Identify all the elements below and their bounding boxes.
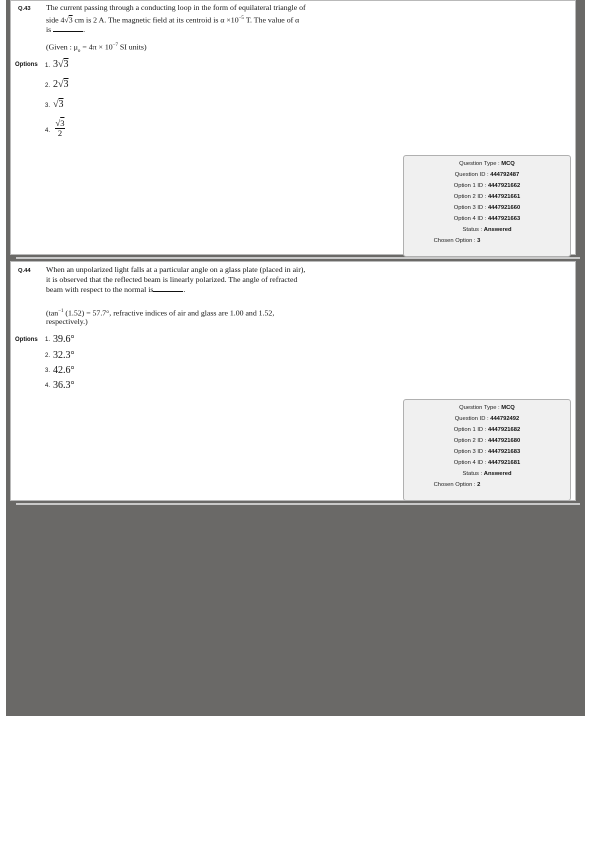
question-text-line-2: side 4√3 cm is 2 A. The magnetic field at its centroid is $\alpha \times 10^{-5}$ T. The value of α xyxy=(46,15,300,25)
option-4-value: 36.3° xyxy=(53,380,75,391)
info-question-type: Question Type : MCQ xyxy=(459,405,515,411)
option-3-number: 3. xyxy=(45,368,51,374)
info-question-id: Question ID : 444792492 xyxy=(454,416,520,422)
question-text-line-3: beam with respect to the normal is . xyxy=(46,285,186,294)
info-option-3-id: Option 3 ID : 4447921660 xyxy=(453,205,521,211)
option-4-value: √3 2 xyxy=(55,118,65,138)
option-3-value: 42.6° xyxy=(53,365,75,376)
options-label: Options xyxy=(15,62,38,68)
info-option-4-id: Option 4 ID : 4447921663 xyxy=(453,216,521,222)
question-panel-43 xyxy=(10,0,576,255)
info-option-2-id: Option 2 ID : 4447921661 xyxy=(453,194,521,200)
question-info-box xyxy=(403,155,571,257)
question-text-line-3: is . xyxy=(46,25,86,34)
question-info-box xyxy=(403,399,571,501)
info-status: Status : Answered xyxy=(462,227,512,233)
given-text-line-2: respectively.) xyxy=(46,317,88,326)
info-option-1-id: Option 1 ID : 4447921682 xyxy=(453,427,521,433)
options-label: Options xyxy=(15,337,38,343)
option-3-number: 3. xyxy=(45,103,51,109)
question-number: Q.43 xyxy=(18,6,31,12)
option-2-value: 2√3 xyxy=(53,79,69,90)
option-2-number: 2. xyxy=(45,83,51,89)
option-1-value: 3√3 xyxy=(53,59,69,70)
info-question-id: Question ID : 444792487 xyxy=(454,172,520,178)
info-option-1-id: Option 1 ID : 4447921662 xyxy=(453,183,521,189)
answer-blank xyxy=(153,291,183,292)
info-option-4-id: Option 4 ID : 4447921681 xyxy=(453,460,521,466)
question-panel-44 xyxy=(10,261,576,501)
option-1-value: 39.6° xyxy=(53,334,75,345)
option-3-value: √3 xyxy=(53,99,64,110)
option-2-value: 32.3° xyxy=(53,350,75,361)
question-text-line-1: When an unpolarized light falls at a particular angle on a glass plate (placed in air), xyxy=(46,265,306,274)
option-4-number: 4. xyxy=(45,128,51,134)
info-chosen-option: Chosen Option : 3 xyxy=(433,238,481,244)
divider xyxy=(16,503,580,505)
question-text-line-1: The current passing through a conducting loop in the form of equilateral triangle of xyxy=(46,3,306,12)
info-chosen-option: Chosen Option : 2 xyxy=(433,482,481,488)
info-option-3-id: Option 3 ID : 4447921683 xyxy=(453,449,521,455)
question-text-line-2: it is observed that the reflected beam is linearly polarized. The angle of refracted xyxy=(46,275,298,284)
info-question-type: Question Type : MCQ xyxy=(459,161,515,167)
given-text-line-1: ($\tan^{-1}$ (1.52) = 57.7°, refractive indices of air and glass are 1.00 and 1.52, xyxy=(46,308,275,318)
option-2-number: 2. xyxy=(45,353,51,359)
answer-blank xyxy=(53,31,83,32)
info-option-2-id: Option 2 ID : 4447921680 xyxy=(453,438,521,444)
divider xyxy=(16,257,580,259)
question-number: Q.44 xyxy=(18,268,31,274)
option-4-number: 4. xyxy=(45,383,51,389)
option-1-number: 1. xyxy=(45,63,51,69)
option-1-number: 1. xyxy=(45,337,51,343)
given-text: (Given : $\mu_o = 4\pi \times 10^{-7}$ SI units) xyxy=(46,42,147,55)
info-status: Status : Answered xyxy=(462,471,512,477)
